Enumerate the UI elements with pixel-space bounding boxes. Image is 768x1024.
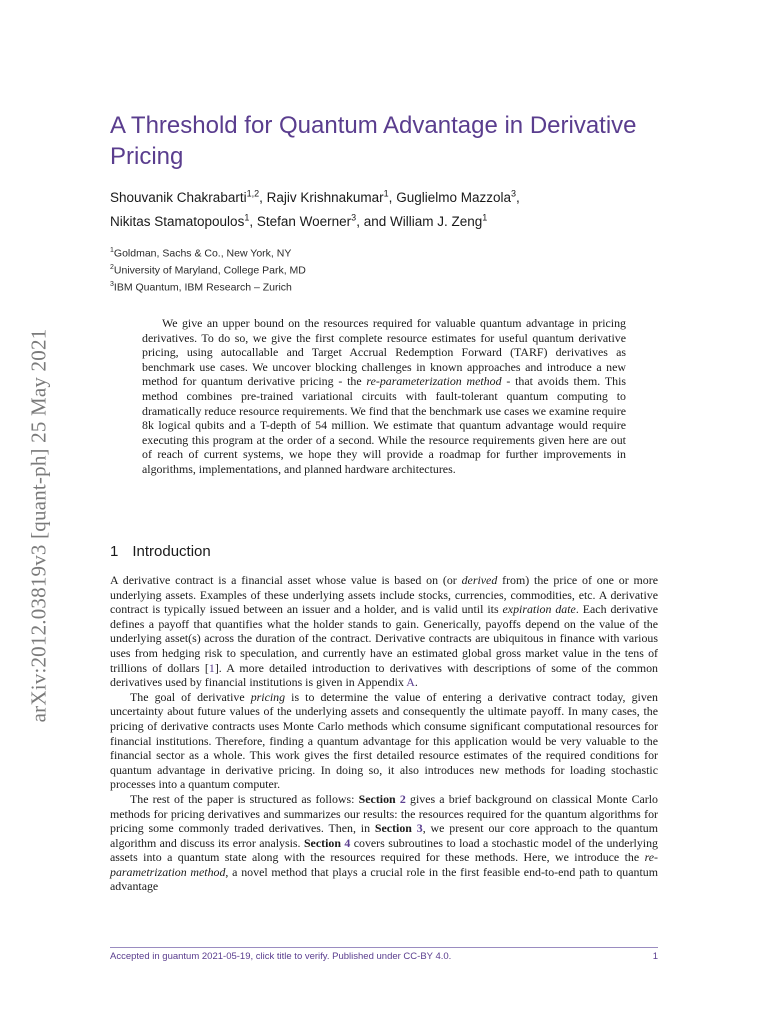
affiliation: $^2$University of Maryland, College Park, MD — [110, 264, 306, 277]
page-number: 1 — [652, 951, 658, 962]
paragraph: The rest of the paper is structured as follows: Section 2 gives a brief background on classical Monte Carlo methods for pricing derivatives and summarizes our results: the resources required for the quantum algorithms for pricing some commonly traded derivatives. Then, in Section 3, we present our core approach to the quantum algorithm and discuss its error analysis. Section 4 covers subroutines to load a stochastic model of the underlying assets into a quantum state along with the resources required for these methods. Here, we introduce the re-parametrization method, a novel method that plays a crucial role in the first feasible end-to-end path to quantum advantage — [110, 791, 658, 894]
section-4-link[interactable]: 4 — [344, 835, 351, 850]
affiliation: $^3$IBM Quantum, IBM Research – Zurich — [110, 281, 292, 294]
appendix-link[interactable]: A — [406, 675, 415, 690]
arxiv-sidebar-stamp — [22, 290, 56, 760]
author: Stefan Woerner$^3$, and — [256, 212, 390, 229]
paragraph: A derivative contract is a financial asset whose value is based on (or derived from) the price of one or more underlying assets. Examples of these underlying assets include stocks, currencies, commodities, etc. A derivative contract is typically issued between an issuer and a holder, and is valid until its expiration date. Each derivative defines a payoff that quantifies what the holder stands to gain. Generically, payoffs depend on the value of the underlying asset(s) across the duration of the contract. Derivative contracts are ubiquitous in finance with various uses from hedging risk to speculation, and currently have an estimated global gross market value in the tens of trillions of dollars [1]. A more detailed introduction to derivatives with descriptions of some of the common derivatives used by financial institutions is given in Appendix A. — [110, 573, 658, 690]
publication-note-link[interactable]: Accepted in ɡuantum 2021-05-19, click title to verify. Published under CC-BY 4.0. — [110, 951, 452, 962]
introduction-body — [110, 573, 658, 894]
author-list — [110, 183, 670, 232]
citation-link[interactable]: 1 — [208, 660, 215, 675]
section-title: Introduction — [132, 543, 211, 560]
author: Nikitas Stamatopoulos$^1$, — [110, 212, 257, 229]
section-3-link[interactable]: 3 — [416, 821, 423, 836]
author: Shouvanik Chakrabarti$^{1,2}$, — [110, 188, 267, 205]
section-heading-introduction — [110, 543, 211, 560]
arxiv-identifier: arXiv:2012.03819v3 [quant-ph] 25 May 2021 — [26, 328, 51, 722]
page-footer — [110, 947, 658, 962]
section-2-link[interactable]: 2 — [399, 791, 406, 806]
paragraph: The goal of derivative pricing is to determine the value of entering a derivative contract today, given uncertainty about future values of the underlying assets and consequently the ultimate payoff. In many cases, the pricing of derivative contracts uses Monte Carlo methods which consume significant computational resources for financial institutions. Therefore, finding a quantum advantage for this application would be very valuable to the financial sector as a whole. This work gives the first detailed resource estimates of the required conditions for quantum advantage in derivative pricing. In doing so, it also introduces new methods for loading stochastic processes into a quantum computer. — [110, 689, 659, 792]
section-number: 1 — [110, 543, 119, 560]
author: Rajiv Krishnakumar$^1$, — [266, 188, 397, 205]
author: William J. Zeng$^1$ — [389, 212, 488, 229]
author: Guglielmo Mazzola$^3$, — [396, 188, 520, 205]
affiliation: $^1$Goldman, Sachs & Co., New York, NY — [110, 247, 292, 260]
affiliation-list — [110, 244, 670, 295]
paper-title[interactable]: A Threshold for Quantum Advantage in Derivative Pricing — [110, 112, 637, 170]
abstract: We give an upper bound on the resources required for valuable quantum advantage in pricing derivatives. To do so, we give the first complete resource estimates for useful quantum derivative pricing, using autocallable and Target Accrual Redemption Forward (TARF) derivatives as benchmark use cases. We uncover blocking challenges in known approaches and introduce a new method for quantum derivative pricing - the re-parameterization method - that avoids them. This method combines pre-trained variational circuits with fault-tolerant quantum computing to dramatically reduce resource requirements. We find that the benchmark use cases we examine require 8k logical qubits and a T-depth of 54 million. We estimate that quantum advantage would require executing this program at the order of a second. While the resource requirements given here are out of reach of current systems, we hope they will provide a roadmap for further improvements in algorithms, implementations, and planned hardware architectures. — [142, 316, 626, 476]
